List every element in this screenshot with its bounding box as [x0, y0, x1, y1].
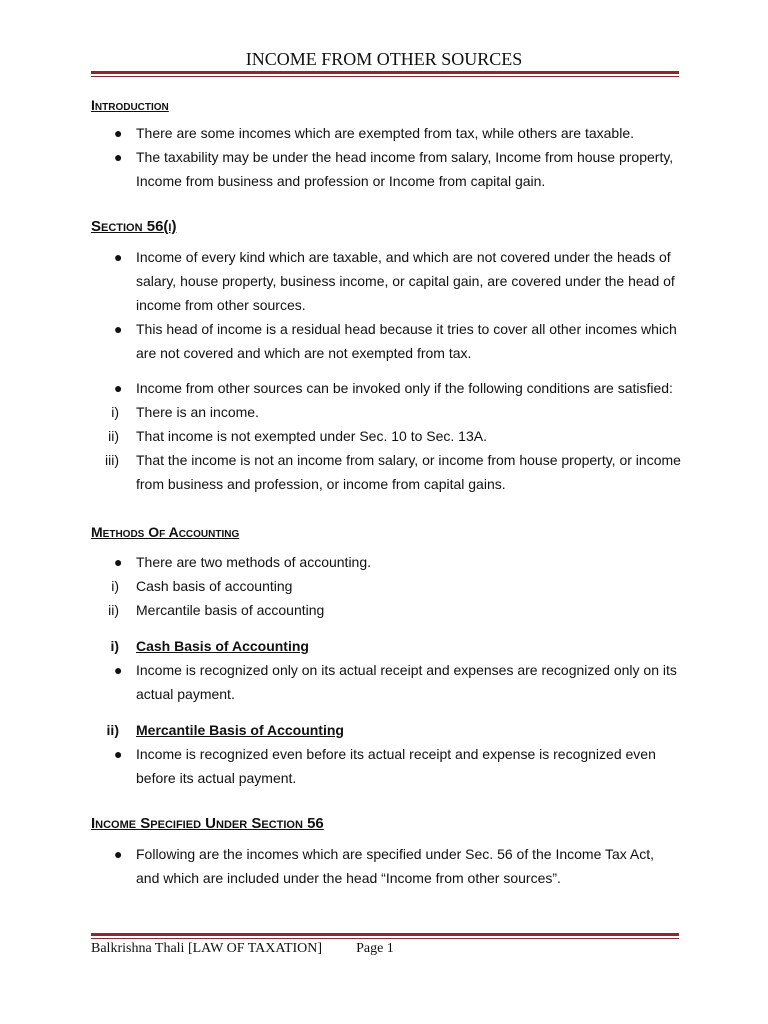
list-item: [91, 121, 681, 145]
list-item: [91, 550, 681, 574]
page-footer: [91, 941, 394, 957]
methods-heading: Methods Of Accounting: [91, 524, 240, 540]
footer-rule-thin: [91, 938, 679, 939]
condition-text: That the income is not an income from salary, or income from house property, or income from business and profession, or income from capital gains.: [136, 452, 681, 492]
bullet-icon: ●: [114, 846, 123, 862]
footer-author: Balkrishna Thali [LAW OF TAXATION]: [91, 941, 323, 956]
list-number: ii): [108, 428, 119, 444]
condition-text: That income is not exempted under Sec. 10 to Sec. 13A.: [136, 428, 487, 444]
page-number: Page 1: [356, 941, 394, 956]
list-item: [91, 448, 681, 496]
mercantile-basis-text: Income is recognized even before its actual receipt and expense is recognized even before its actual payment.: [136, 746, 656, 786]
methods-intro-list: [91, 550, 681, 574]
bullet-icon: ●: [114, 321, 123, 337]
intro-bullet-1: There are some incomes which are exempted from tax, while others are taxable.: [136, 125, 635, 141]
mercantile-basis-heading: [91, 718, 681, 742]
list-item: [91, 842, 681, 890]
methods-list: [91, 574, 681, 622]
document-body: [91, 95, 681, 890]
list-item: [91, 574, 681, 598]
cash-basis-list: [91, 658, 681, 706]
conditions-list: [91, 400, 681, 496]
header-rule: [91, 71, 679, 74]
conditions-intro-list: [91, 376, 681, 400]
list-item: [91, 424, 681, 448]
mercantile-basis-title: Mercantile Basis of Accounting: [136, 722, 344, 738]
section56i-list: [91, 245, 681, 365]
intro-list: [91, 121, 681, 193]
cash-basis-title: Cash Basis of Accounting: [136, 638, 309, 654]
section56i-heading: Section 56(i): [91, 218, 177, 235]
list-number: ii): [108, 602, 119, 618]
methods-intro: There are two methods of accounting.: [136, 554, 372, 570]
condition-text: There is an income.: [136, 404, 259, 420]
bullet-icon: ●: [114, 125, 123, 141]
conditions-intro: Income from other sources can be invoked only if the following conditions are satisfied:: [136, 380, 673, 396]
cash-basis-heading: [91, 634, 681, 658]
list-number: i): [111, 578, 119, 594]
intro-bullet-2: The taxability may be under the head income from salary, Income from house property, Income from business and profession or Income from capital gain.: [136, 149, 674, 189]
bullet-icon: ●: [114, 380, 123, 396]
header-rule-thin: [91, 76, 679, 77]
list-item: [91, 376, 681, 400]
list-number: iii): [105, 452, 119, 468]
bullet-icon: ●: [114, 554, 123, 570]
bullet-icon: ●: [114, 249, 123, 265]
section56i-bullet-1: Income of every kind which are taxable, and which are not covered under the heads of salary, house property, business income, or capital gain, are covered under the head of income from other sources.: [136, 249, 675, 313]
cash-basis-text: Income is recognized only on its actual receipt and expenses are recognized only on its actual payment.: [136, 662, 677, 702]
list-number: i): [110, 638, 119, 654]
specified-list: [91, 842, 681, 890]
method-text: Cash basis of accounting: [136, 578, 293, 594]
list-item: [91, 742, 681, 790]
list-item: [91, 245, 681, 317]
method-text: Mercantile basis of accounting: [136, 602, 325, 618]
list-number: ii): [106, 722, 119, 738]
list-item: [91, 598, 681, 622]
specified-heading: Income Specified Under Section 56: [91, 815, 324, 832]
list-item: [91, 317, 681, 365]
page-title: INCOME FROM OTHER SOURCES: [245, 49, 523, 69]
specified-text: Following are the incomes which are specified under Sec. 56 of the Income Tax Act, and which are included under the head “Income from other sources”.: [136, 846, 655, 886]
bullet-icon: ●: [114, 662, 123, 678]
section56i-bullet-2: This head of income is a residual head because it tries to cover all other incomes which are not covered and which are not exempted from tax.: [136, 321, 677, 361]
list-number: i): [111, 404, 119, 420]
bullet-icon: ●: [114, 746, 123, 762]
list-item: [91, 658, 681, 706]
bullet-icon: ●: [114, 149, 123, 165]
intro-heading: Introduction: [91, 97, 169, 113]
mercantile-basis-list: [91, 742, 681, 790]
list-item: [91, 145, 681, 193]
footer-rule: [91, 933, 679, 936]
list-item: [91, 400, 681, 424]
